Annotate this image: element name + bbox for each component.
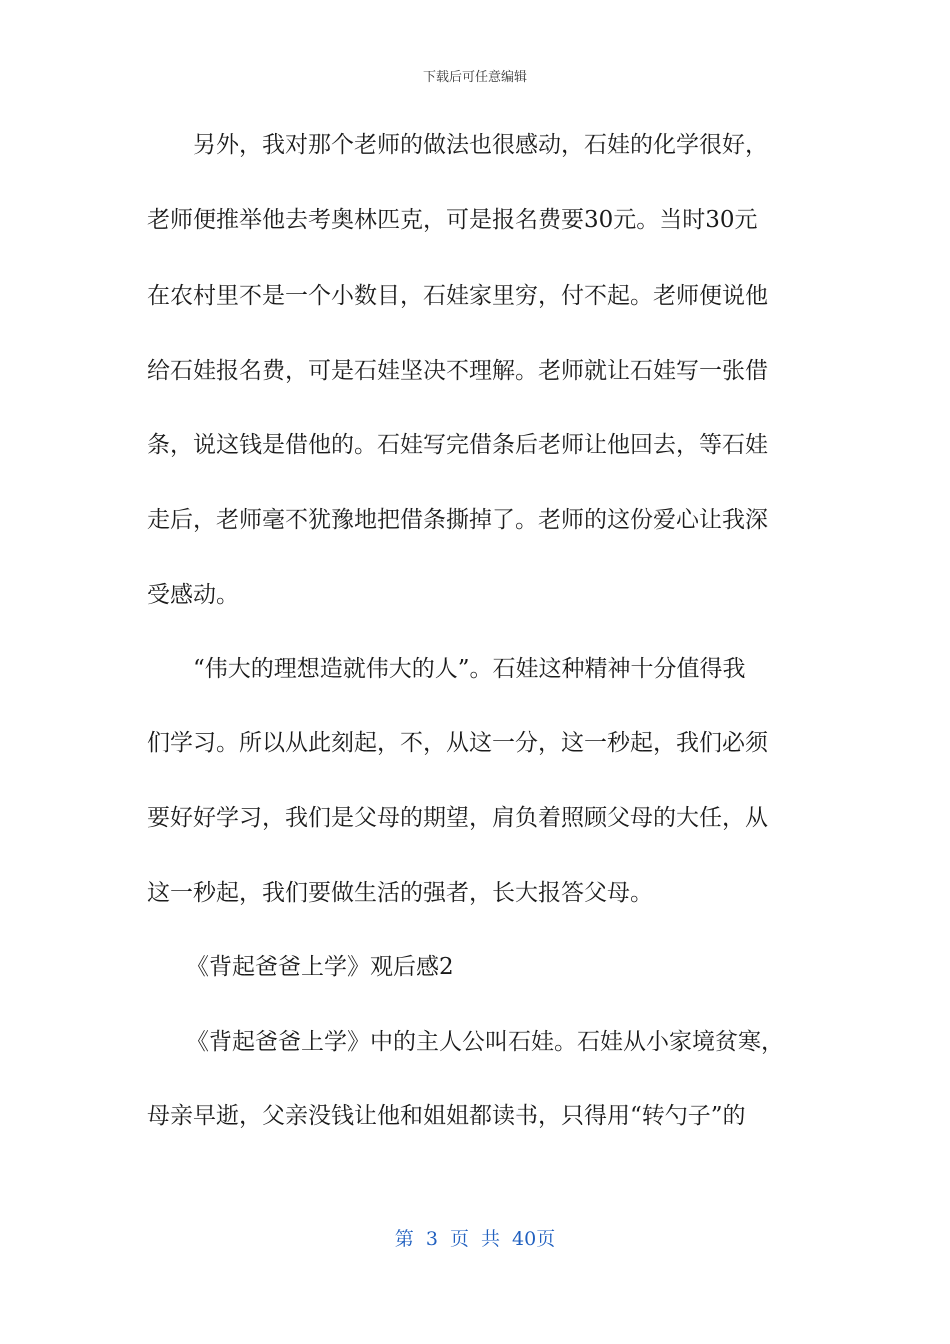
text-line: 老师便推举他去考奥林匹克，可是报名费要30元。当时30元 — [147, 207, 758, 233]
page-header: 下载后可任意编辑 — [422, 70, 527, 85]
text-line: 在农村里不是一个小数目，石娃家里穷，付不起。老师便说他 — [147, 283, 768, 309]
text-line: 另外，我对那个老师的做法也很感动，石娃的化学很好， — [193, 132, 768, 158]
text-line: 受感动。 — [147, 582, 239, 608]
text-line: “伟大的理想造就伟大的人”。石娃这种精神十分值得我 — [193, 656, 746, 682]
text-line: 走后，老师毫不犹豫地把借条撕掉了。老师的这份爱心让我深 — [147, 507, 768, 533]
text-line: 要好好学习，我们是父母的期望，肩负着照顾父母的大任，从 — [147, 805, 768, 831]
text-line: 们学习。所以从此刻起，不，从这一分，这一秒起，我们必须 — [147, 730, 768, 756]
text-line: 母亲早逝，父亲没钱让他和姐姐都读书，只得用“转勺子”的 — [147, 1103, 746, 1129]
text-line: 给石娃报名费，可是石娃坚决不理解。老师就让石娃写一张借 — [147, 358, 768, 384]
text-line: 《背起爸爸上学》中的主人公叫石娃。石娃从小家境贫寒， — [186, 1029, 784, 1055]
page-footer: 第 3 页 共 40页 — [394, 1228, 556, 1250]
text-line: 条，说这钱是借他的。石娃写完借条后老师让他回去，等石娃 — [147, 432, 768, 458]
section-title: 《背起爸爸上学》观后感2 — [186, 954, 454, 980]
text-line: 这一秒起，我们要做生活的强者，长大报答父母。 — [147, 880, 653, 906]
